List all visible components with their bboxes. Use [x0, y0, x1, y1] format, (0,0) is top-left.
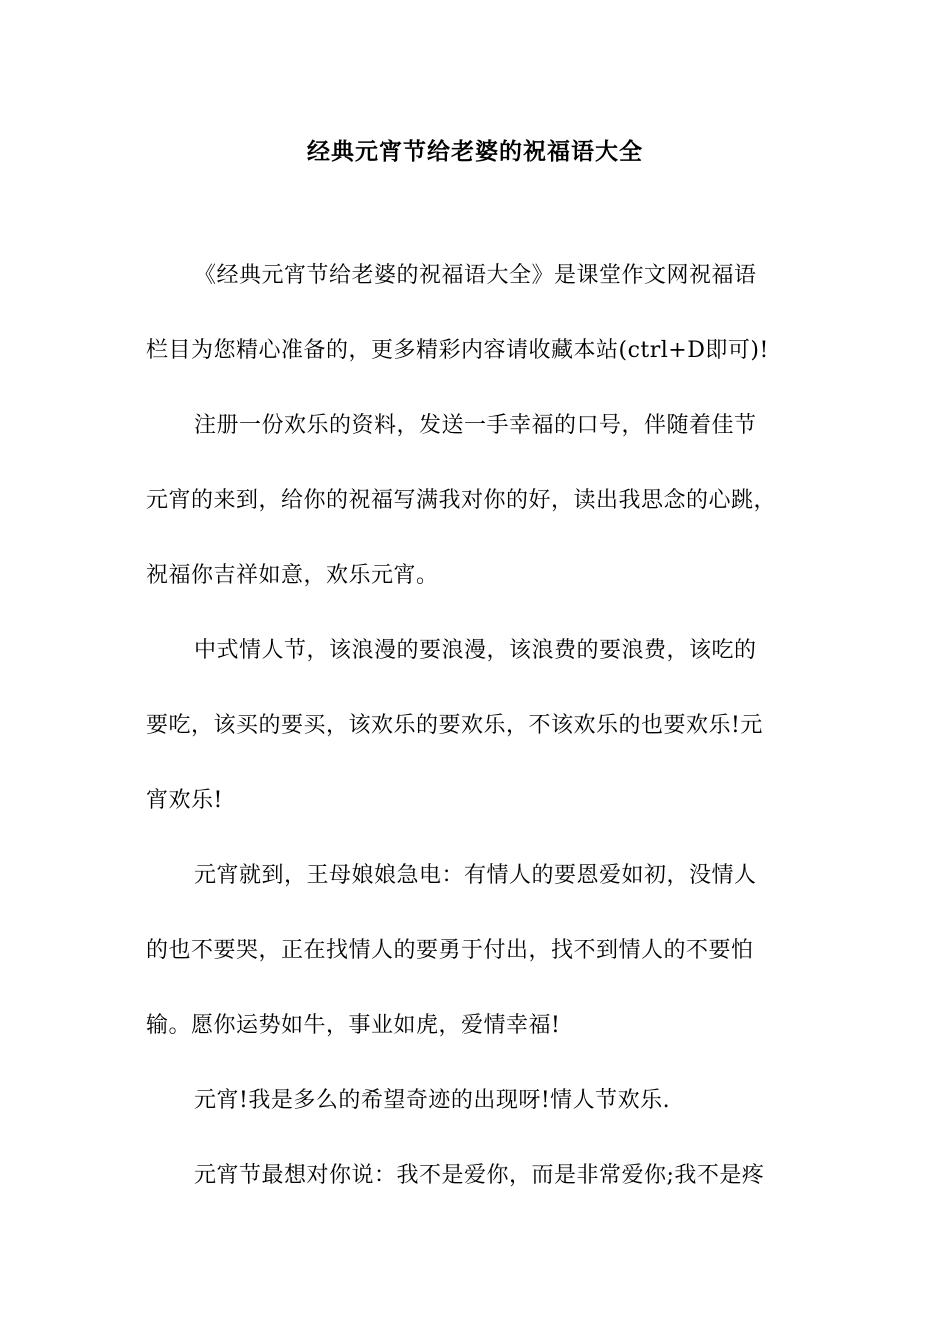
paragraph-line: 的也不要哭，正在找情人的要勇于付出，找不到情人的不要怕: [146, 938, 754, 963]
paragraph-line: 《经典元宵节给老婆的祝福语大全》是课堂作文网祝福语: [194, 263, 757, 288]
paragraph-line: 元宵!我是多么的希望奇迹的出现呀!情人节欢乐.: [194, 1088, 671, 1113]
paragraph-line: 栏目为您精心准备的，更多精彩内容请收藏本站(ctrl+D即可)!: [146, 338, 769, 363]
paragraph-line: 元宵的来到，给你的祝福写满我对你的好，读出我思念的心跳，: [146, 488, 777, 513]
paragraph-line: 要吃，该买的要买，该欢乐的要欢乐，不该欢乐的也要欢乐!元: [146, 713, 763, 738]
paragraph-line: 元宵就到，王母娘娘急电：有情人的要恩爱如初，没情人: [194, 863, 757, 888]
paragraph-line: 祝福你吉祥如意，欢乐元宵。: [146, 563, 439, 588]
paragraph-line: 中式情人节，该浪漫的要浪漫，该浪费的要浪费，该吃的: [194, 638, 757, 663]
paragraph-line: 元宵节最想对你说：我不是爱你，而是非常爱你;我不是疼: [194, 1163, 765, 1188]
document-title: 经典元宵节给老婆的祝福语大全: [307, 138, 643, 165]
paragraph-line: 宵欢乐!: [146, 788, 223, 813]
paragraph-line: 输。愿你运势如牛，事业如虎，爱情幸福!: [146, 1013, 561, 1038]
paragraph-line: 注册一份欢乐的资料，发送一手幸福的口号，伴随着佳节: [194, 413, 757, 438]
